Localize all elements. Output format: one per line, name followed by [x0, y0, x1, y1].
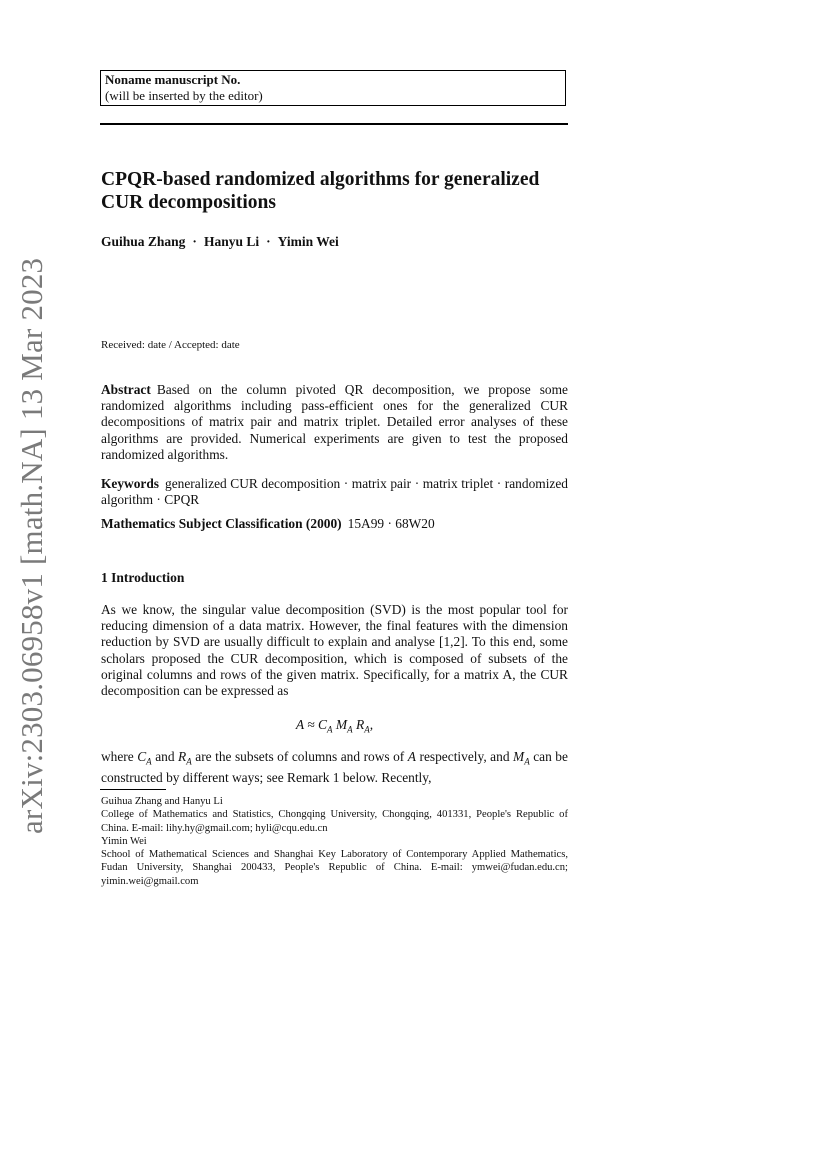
author-name: Guihua Zhang	[101, 234, 186, 249]
author-name: Yimin Wei	[277, 234, 339, 249]
abstract-text: Based on the column pivoted QR decomposition, we propose some randomized algorithms including pass-efficient ones for the generalized CUR decompositions of matrix pair and matrix triplet. Detailed error analyses of these algorithms are provided. Numerical experiments are given to test the proposed randomized algorithms.	[101, 382, 568, 462]
intro-text-fragment: are the subsets of columns and rows of	[195, 749, 405, 764]
math-c-a: $C_A$	[137, 749, 152, 767]
footnote-rule	[100, 789, 166, 790]
footnote-affiliation-2: School of Mathematical Sciences and Shanghai Key Laboratory of Contemporary Applied Mathematics, Fudan University, Shanghai 200433, People's Republic of China. E-mail: ymwei@fudan.edu.cn; yimin.wei@gmail.com	[101, 849, 568, 887]
author-separator: ·	[192, 234, 197, 249]
abstract	[101, 382, 568, 463]
author-affiliations-footnote	[101, 795, 568, 888]
intro-text-fragment: can be constructed by different ways; see Remark 1 below. Recently,	[101, 749, 568, 785]
msc-label: Mathematics Subject Classification (2000)	[101, 516, 342, 531]
math-a: A	[407, 749, 416, 764]
abstract-label: Abstract	[101, 382, 151, 397]
section-heading-introduction: 1 Introduction	[101, 570, 185, 585]
received-accepted-dates: Received: date / Accepted: date	[101, 339, 240, 351]
introduction-paragraph-2	[101, 749, 568, 786]
intro-text-fragment: and	[155, 749, 175, 764]
manuscript-number-label: Noname manuscript No.	[105, 72, 241, 87]
paper-title	[101, 168, 568, 214]
paper-title-line-1: CPQR-based randomized algorithms for generalized	[101, 169, 540, 190]
footnote-authors-1: Guihua Zhang and Hanyu Li	[101, 796, 223, 807]
introduction-paragraph-1: As we know, the singular value decomposition (SVD) is the most popular tool for reducing dimension of a data matrix. However, the final features with the dimension reduction by SVD are usually difficult to explain and analyse [1,2]. To this end, some scholars proposed the CUR decomposition, which is composed of subsets of the original columns and rows of the given matrix. Specifically, for a matrix A, the CUR decomposition can be expressed as	[101, 602, 568, 699]
intro-text-fragment: where	[101, 749, 134, 764]
subject-classification	[101, 516, 568, 532]
manuscript-editor-note: (will be inserted by the editor)	[105, 88, 263, 103]
author-name: Hanyu Li	[203, 234, 260, 249]
manuscript-number-box	[100, 70, 566, 106]
author-separator: ·	[266, 234, 271, 249]
author-list	[101, 234, 568, 250]
math-r-a: $R_A$	[178, 749, 192, 767]
cur-equation	[101, 717, 568, 735]
keywords-label: Keywords	[101, 476, 160, 491]
keywords	[101, 476, 568, 508]
intro-text-fragment: respectively, and	[419, 749, 510, 764]
footnote-authors-2: Yimin Wei	[101, 835, 147, 847]
header-rule	[100, 123, 568, 125]
equation-text: $A \approx C_A$ $M_A$ $R_A$,	[295, 717, 374, 735]
msc-codes: 15A99 · 68W20	[347, 516, 435, 531]
footnote-affiliation-1: College of Mathematics and Statistics, Chongqing University, Chongqing, 401331, People's Republic of China. E-mail: lihy.hy@gmail.com; hyli@cqu.edu.cn	[101, 809, 568, 834]
paper-title-line-2: CUR decompositions	[101, 192, 276, 213]
math-m-a: $M_A$	[513, 749, 530, 767]
arxiv-identifier-stamp: arXiv:2303.06958v1 [math.NA] 13 Mar 2023	[14, 257, 49, 834]
keywords-text: generalized CUR decomposition · matrix pair · matrix triplet · randomized algorithm · CPQR	[101, 476, 568, 508]
